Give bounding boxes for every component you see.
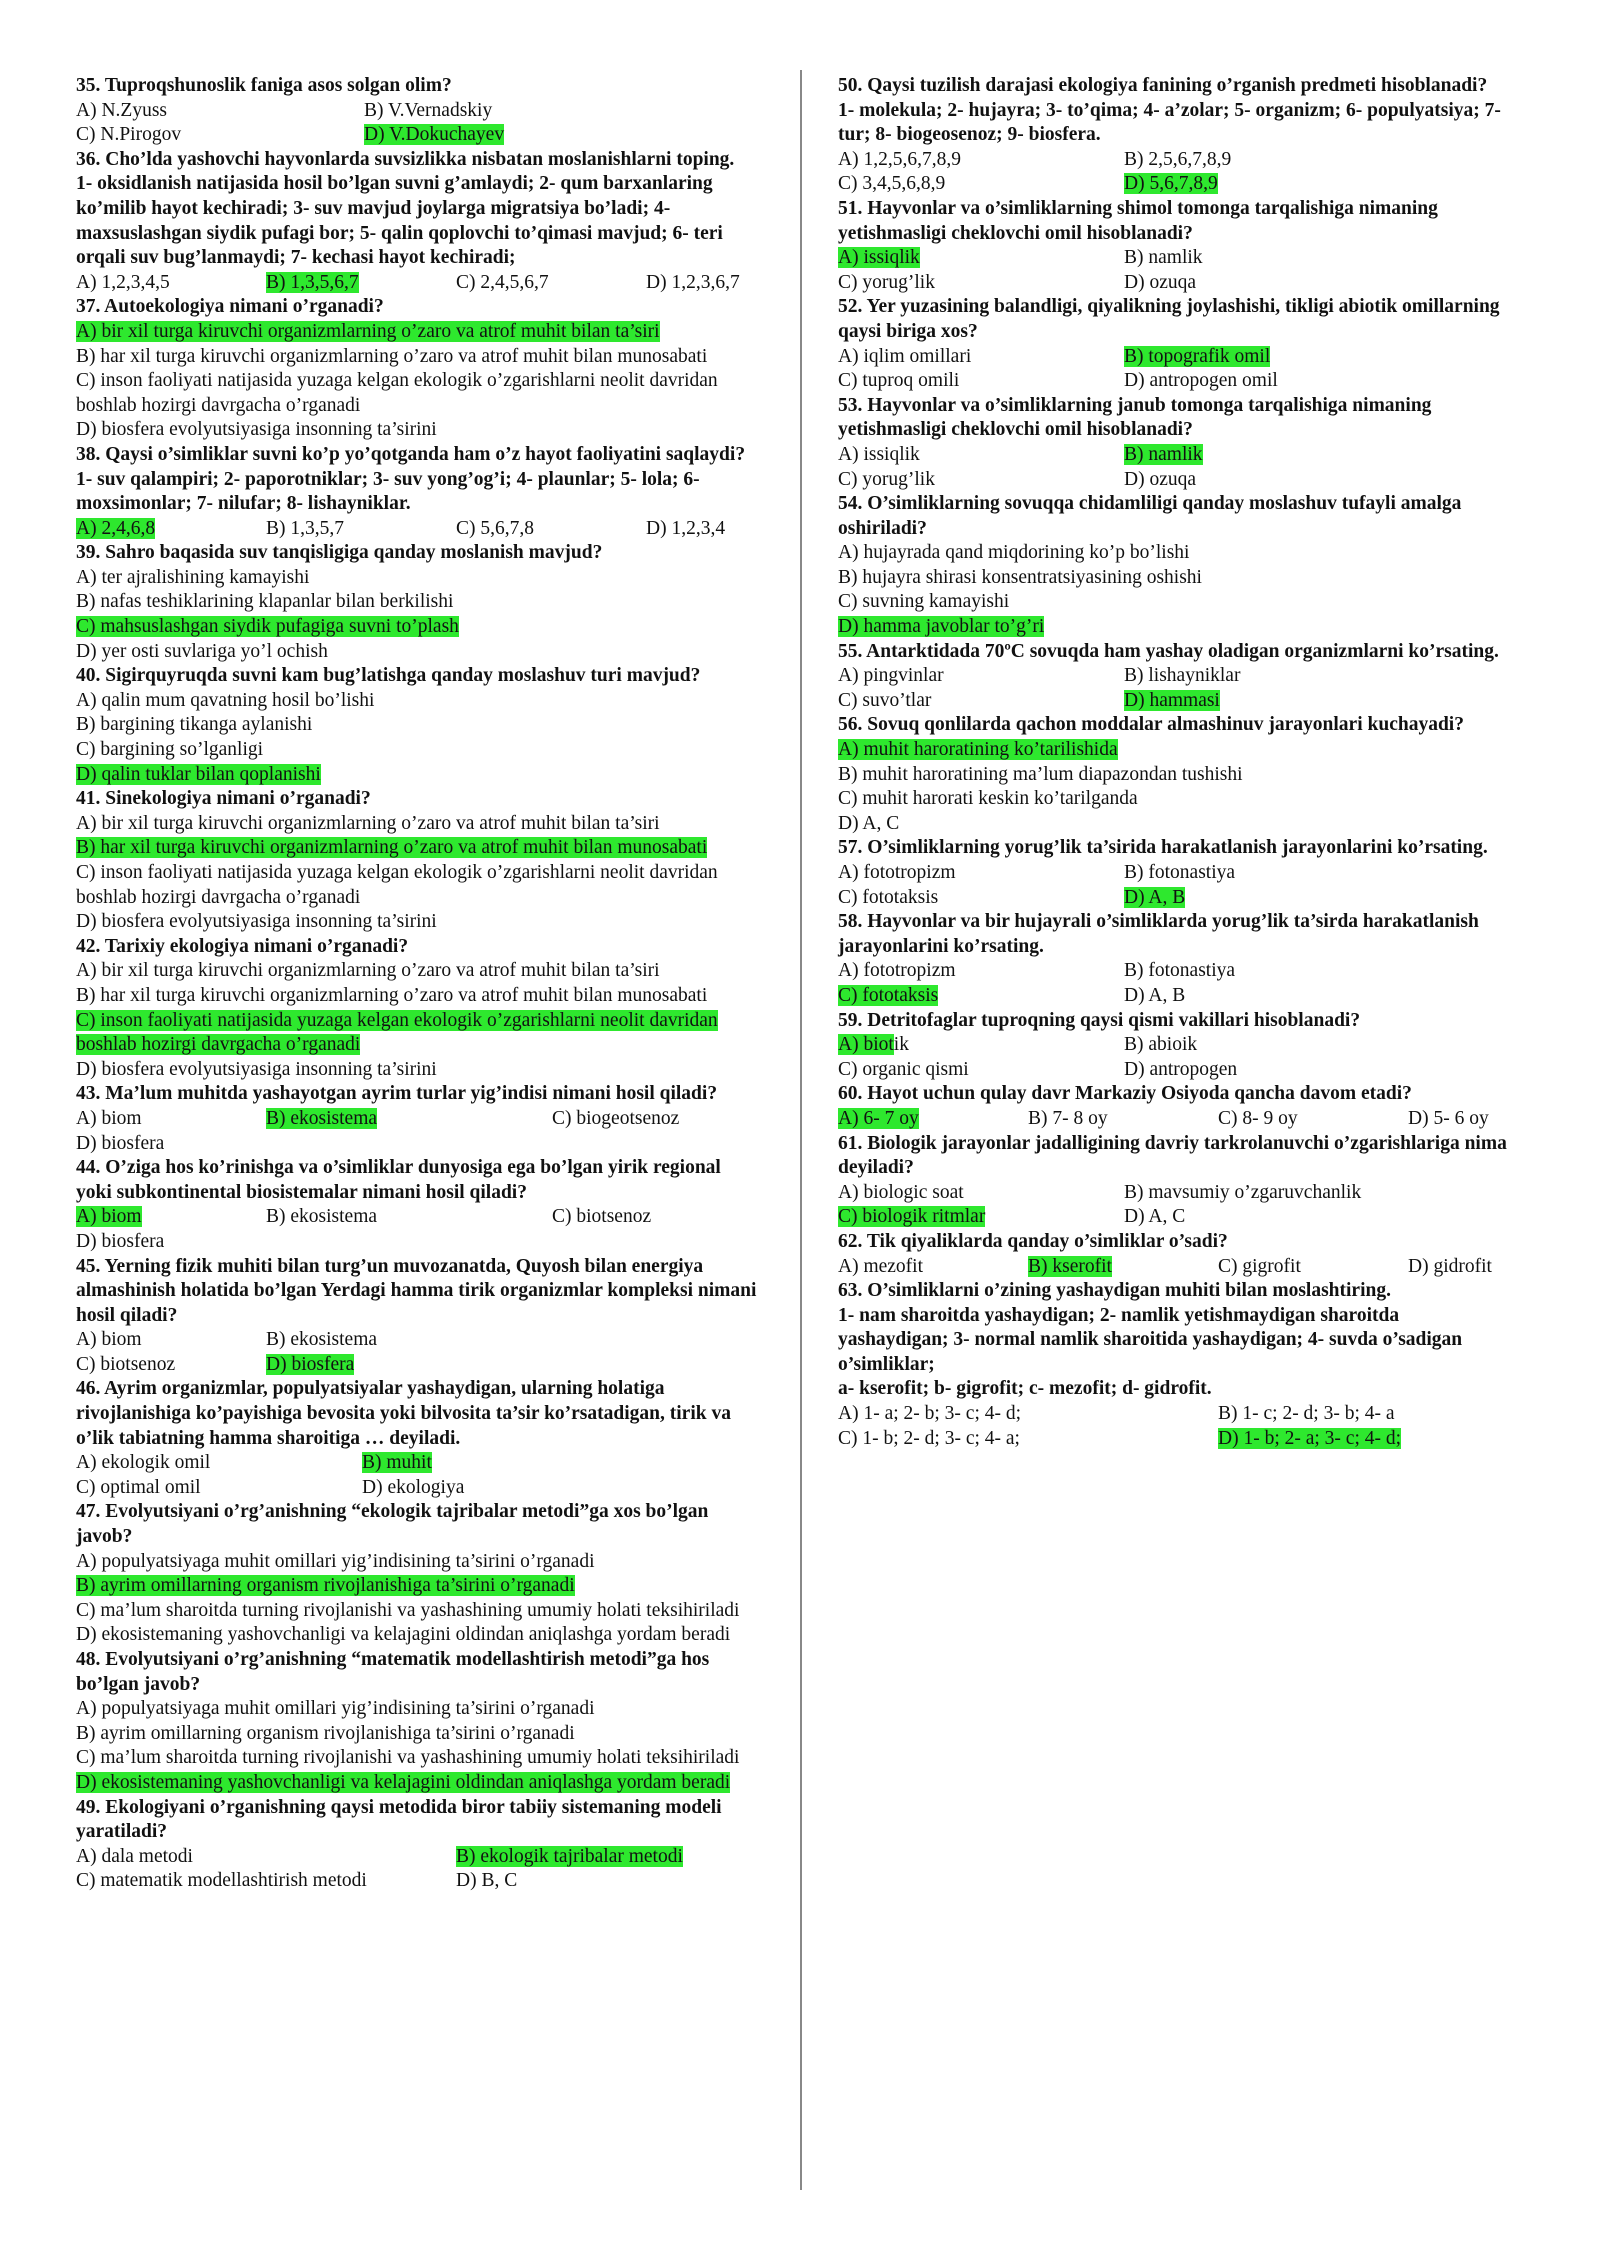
question-block [838, 197, 1508, 295]
correct-highlight: D) V.Dokuchayev [364, 124, 505, 146]
answer-row [76, 1107, 761, 1132]
answer-option[interactable]: C) inson faoliyati natijasida yuzaga kelgan ekologik o’zgarishlarni neolit davridan boshlab hozirgi davrgacha o’rganadi [76, 370, 718, 416]
answer-option[interactable]: A) 1- a; 2- b; 3- c; 4- d; [838, 1403, 1022, 1425]
answer-row [838, 1427, 1508, 1452]
answer-row [76, 836, 761, 861]
answer-option[interactable]: A) ekologik omil [76, 1452, 211, 1474]
question-block [76, 1377, 761, 1500]
question-block [76, 1156, 761, 1254]
answer-row [76, 590, 761, 615]
answer-option-correct[interactable] [1124, 886, 1185, 911]
answer-row [76, 1009, 761, 1058]
correct-highlight: D) qalin tuklar bilan qoplanishi [76, 763, 321, 785]
answer-option[interactable]: C) 2,4,5,6,7 [456, 271, 549, 293]
question-text: 60. Hayot uchun qulay davr Markaziy Osiyoda qancha davom etadi? [838, 1083, 1412, 1105]
answer-option[interactable]: B) 2,5,6,7,8,9 [1124, 148, 1232, 170]
answer-option[interactable]: B) nafas teshiklarining klapanlar bilan berkilishi [76, 591, 454, 613]
correct-highlight: A) 2,4,6,8 [76, 517, 156, 539]
answer-option[interactable]: A) biom [76, 1107, 142, 1129]
answer-row [838, 443, 1508, 468]
correct-highlight: D) A, B [1124, 886, 1186, 908]
answer-option[interactable]: A) hujayrada qand miqdorining ko’p bo’lishi [838, 542, 1190, 564]
answer-option[interactable]: D) 1,2,3,6,7 [646, 271, 740, 293]
question-statements: 1- nam sharoitda yashaydigan; 2- namlik yetishmaydigan sharoitda yashaydigan; 3- normal namlik sharoitida yashaydigan; 4- suvda o’sadigan o’simliklar; [838, 1304, 1463, 1375]
answer-row [76, 1451, 761, 1476]
answer-option[interactable]: C) gigrofit [1218, 1255, 1301, 1277]
question-block [838, 74, 1508, 197]
answer-option-correct[interactable] [362, 1451, 432, 1476]
correct-highlight: B) namlik [1124, 443, 1203, 465]
question-block [838, 836, 1508, 910]
answer-option[interactable]: C) suvning kamayishi [838, 591, 1010, 613]
answer-option[interactable]: B) fotonastiya [1124, 862, 1236, 883]
answer-option[interactable]: D) biosfera evolyutsiyasiga insonning ta’sirini [76, 911, 437, 933]
question-text: 38. Qaysi o’simliklar suvni ko’p yo’qotganda ham o’z hayot faoliyatini saqlaydi? [76, 443, 746, 465]
answer-option[interactable]: A) mezofit [838, 1255, 924, 1277]
question-text: 55. Antarktidada 70ºC sovuqda ham yashay oladigan organizmlarni ko’rsating. [838, 640, 1499, 662]
answer-option-correct[interactable] [76, 517, 266, 542]
answer-row [838, 886, 1508, 911]
answer-option[interactable]: B) fotonastiya [1124, 960, 1236, 982]
answer-option[interactable]: A) 1,2,5,6,7,8,9 [838, 148, 961, 170]
answer-row [838, 541, 1508, 566]
answer-row [838, 1402, 1508, 1427]
answer-option[interactable]: B) 1- c; 2- d; 3- b; 4- a [1218, 1403, 1395, 1425]
answer-option[interactable]: C) tuproq omili [838, 370, 960, 392]
answer-row [838, 615, 1508, 640]
answer-row [838, 664, 1508, 689]
correct-highlight: A) muhit haroratining ko’tarilishida [838, 739, 1118, 761]
correct-highlight: A) 6- 7 oy [838, 1107, 919, 1129]
answer-option-correct[interactable] [1124, 443, 1203, 468]
answer-row [76, 1550, 761, 1575]
answer-row [76, 320, 761, 345]
answer-option[interactable]: A) fototropizm [838, 960, 956, 982]
question-statements: a- kserofit; b- gigrofit; c- mezofit; d- gidrofit. [838, 1378, 1212, 1400]
correct-highlight: D) 1- b; 2- a; 3- c; 4- d; [1218, 1427, 1402, 1449]
answer-option[interactable]: C) ma’lum sharoitda turning rivojlanishi va yashashining umumiy holati teksihiriladi [76, 1599, 740, 1621]
answer-option[interactable]: A) populyatsiyaga muhit omillari yig’indisining ta’sirini o’rganadi [76, 1550, 595, 1572]
answer-option[interactable]: A) populyatsiyaga muhit omillari yig’indisining ta’sirini o’rganadi [76, 1698, 595, 1720]
answer-row [76, 812, 761, 837]
question-text: 46. Ayrim organizmlar, populyatsiyalar yashaydigan, ularning holatiga rivojlanishiga ko’payishiga bevosita yoki bilvosita ta’sir ko’rsatadigan, tirik va o’lik tabiatning hamma sharoitiga … deyiladi. [76, 1378, 731, 1449]
correct-highlight: C) inson faoliyati natijasida yuzaga kelgan ekologik o’zgarishlarni neolit davridan boshlab hozirgi davrgacha o’rganadi [76, 1009, 718, 1056]
answer-option-correct[interactable] [76, 1009, 761, 1058]
answer-row [838, 738, 1508, 763]
answer-option[interactable]: C) N.Pirogov [76, 124, 182, 146]
correct-highlight: B) topografik omil [1124, 345, 1271, 367]
answer-row [76, 1771, 761, 1796]
answer-option[interactable]: B) ekosistema [266, 1206, 378, 1228]
answer-option[interactable]: A) 1,2,3,4,5 [76, 271, 170, 293]
answer-row [838, 468, 1508, 493]
answer-option-correct[interactable] [364, 123, 504, 148]
answer-row [76, 345, 761, 370]
answer-option[interactable]: A) N.Zyuss [76, 99, 167, 121]
answer-option[interactable]: B) 1,3,5,7 [266, 517, 344, 539]
question-block [76, 1082, 761, 1156]
answer-option[interactable]: B) ayrim omillarning organism rivojlanishiga ta’sirini o’rganadi [76, 1722, 575, 1744]
question-block [838, 713, 1508, 836]
question-block [76, 664, 761, 787]
answer-row [76, 713, 761, 738]
answer-option[interactable]: D) biosfera evolyutsiyasiga insonning ta’sirini [76, 419, 437, 441]
correct-highlight: A) bir xil turga kiruvchi organizmlarning o’zaro va atrof muhit bilan ta’siri [76, 320, 660, 342]
correct-highlight: C) biologik ritmlar [838, 1206, 986, 1228]
question-text: 43. Ma’lum muhitda yashayotgan ayrim turlar yig’indisi nimani hosil qiladi? [76, 1083, 718, 1105]
answer-row [76, 689, 761, 714]
question-block [838, 1279, 1508, 1451]
question-text: 54. O’simliklarning sovuqqa chidamliligi qanday moslashuv tufayli amalga oshiriladi? [838, 493, 1462, 539]
question-text: 50. Qaysi tuzilish darajasi ekologiya fanining o’rganish predmeti hisoblanadi? [838, 75, 1488, 96]
question-text: 45. Yerning fizik muhiti bilan turg’un muvozanatda, Quyosh bilan energiya almashinish holatida bo’lgan Yerdagi hamma tirik organizmlar kompleksi nimani hosil qiladi? [76, 1255, 757, 1326]
answer-row [838, 590, 1508, 615]
question-block [76, 1500, 761, 1648]
answer-option-correct[interactable] [266, 1353, 354, 1378]
answer-row [838, 861, 1508, 886]
answer-option[interactable]: D) gidrofit [1408, 1255, 1492, 1277]
answer-row [838, 787, 1508, 812]
question-text: 57. O’simliklarning yorug’lik ta’sirida harakatlanish jarayonlarini ko’rsating. [838, 837, 1488, 859]
correct-highlight: B) ekosistema [266, 1107, 378, 1129]
right-column [838, 74, 1508, 1451]
answer-option-correct[interactable] [76, 320, 761, 345]
answer-option[interactable]: C) suvo’tlar [838, 689, 932, 711]
answer-option[interactable]: B) muhit haroratining ma’lum diapazondan tushishi [838, 763, 1243, 785]
question-block [76, 148, 761, 296]
answer-row [76, 1722, 761, 1747]
correct-highlight: B) kserofit [1028, 1255, 1112, 1277]
answer-option[interactable]: B) bargining tikanga aylanishi [76, 714, 313, 736]
answer-row [838, 1033, 1508, 1058]
question-text: 51. Hayvonlar va o’simliklarning shimol tomonga tarqalishiga nimaning yetishmasligi cheklovchi omil hisoblanadi? [838, 197, 1438, 244]
column-divider [800, 70, 802, 2190]
question-block [838, 492, 1508, 640]
answer-option[interactable]: D) ekologiya [362, 1476, 465, 1498]
answer-option[interactable]: A) bir xil turga kiruvchi organizmlarning o’zaro va atrof muhit bilan ta’siri [76, 812, 660, 834]
answer-option[interactable]: C) biotsenoz [76, 1353, 176, 1375]
answer-option-correct[interactable] [838, 738, 1118, 763]
correct-highlight: D) biosfera [266, 1353, 355, 1375]
answer-option[interactable]: B) har xil turga kiruvchi organizmlarning o’zaro va atrof muhit bilan munosabati [76, 984, 708, 1006]
question-text: 37. Autoekologiya nimani o’rganadi? [76, 296, 384, 318]
answer-row [76, 1746, 761, 1771]
question-text: 58. Hayvonlar va bir hujayrali o’simliklarda yorug’lik ta’sirda harakatlanish jarayonlarini ko’rsating. [838, 911, 1479, 957]
answer-option[interactable]: A) iqlim omillari [838, 345, 972, 367]
answer-option-correct[interactable] [838, 1205, 1124, 1230]
answer-row [76, 1599, 761, 1624]
answer-row [838, 1058, 1508, 1083]
correct-highlight: B) 1,3,5,6,7 [266, 271, 359, 293]
answer-row [76, 1697, 761, 1722]
answer-row [76, 123, 761, 148]
answer-option[interactable]: B) lishayniklar [1124, 665, 1241, 687]
question-block [76, 787, 761, 935]
correct-highlight: D) 5,6,7,8,9 [1124, 173, 1218, 195]
answer-option[interactable]: C) 1- b; 2- d; 3- c; 4- a; [838, 1427, 1020, 1449]
question-text: 63. O’simliklarni o’zining yashaydigan muhiti bilan moslashtiring. [838, 1280, 1391, 1302]
answer-option-correct[interactable] [76, 763, 321, 788]
answer-row [838, 959, 1508, 984]
answer-row [76, 369, 761, 418]
answer-option[interactable]: A) fototropizm [838, 862, 956, 883]
answer-row [838, 1255, 1508, 1280]
question-text: 36. Cho’lda yashovchi hayvonlarda suvsizlikka nisbatan moslanishlarni toping. [76, 148, 735, 170]
answer-row [76, 738, 761, 763]
answer-option[interactable]: C) muhit harorati keskin ko’tarilganda [838, 788, 1138, 810]
answer-option-correct[interactable] [1124, 345, 1270, 370]
answer-row [76, 1353, 761, 1378]
answer-option[interactable]: C) biotsenoz [552, 1206, 652, 1228]
answer-row [838, 1107, 1508, 1132]
answer-option-correct[interactable] [838, 1033, 1124, 1058]
answer-option[interactable]: A) dala metodi [76, 1845, 193, 1867]
answer-row [76, 566, 761, 591]
question-text: 62. Tik qiyaliklarda qanday o’simliklar o’sadi? [838, 1230, 1228, 1252]
answer-row [76, 640, 761, 665]
answer-row [838, 566, 1508, 591]
answer-row [838, 763, 1508, 788]
answer-row [838, 689, 1508, 714]
answer-option-correct[interactable] [456, 1845, 683, 1870]
answer-option[interactable]: A) pingvinlar [838, 665, 944, 687]
answer-option[interactable]: A) issiqlik [838, 443, 920, 465]
answer-option[interactable]: D) antropogen [1124, 1058, 1238, 1080]
answer-row [76, 1845, 761, 1870]
answer-option[interactable]: D) 5- 6 oy [1408, 1107, 1489, 1129]
question-text: 52. Yer yuzasining balandligi, qiyalikning joylashishi, tikligi abiotik omillarning qaysi biriga xos? [838, 296, 1500, 342]
answer-row [838, 172, 1508, 197]
question-block [838, 394, 1508, 492]
answer-row [76, 1623, 761, 1648]
answer-row [76, 959, 761, 984]
answer-option-correct[interactable] [266, 1107, 552, 1132]
correct-highlight: B) ayrim omillarning organism rivojlanishiga ta’sirini o’rganadi [76, 1575, 575, 1597]
correct-highlight: A) biot [838, 1034, 894, 1056]
question-statements: 1- oksidlanish natijasida hosil bo’lgan suvni g’amlaydi; 2- qum barxanlaring ko’milib hayot kechiradi; 3- suv mavjud joylarga migratsiya bo’ladi; 4- maxsuslashgan siydik pufagi bor; 5- qalin qoplovchi to’qimasi mavjud; 6- teri orqali suv bug’lanmaydi; 7- kechasi hayot kechiradi; [76, 173, 723, 269]
answer-option[interactable]: C) ma’lum sharoitda turning rivojlanishi va yashashining umumiy holati teksihiriladi [76, 1747, 740, 1769]
question-text: 49. Ekologiyani o’rganishning qaysi metodida biror tabiiy sistemaning modeli yaratiladi? [76, 1796, 722, 1843]
answer-row [76, 1230, 761, 1255]
question-block [838, 295, 1508, 393]
answer-option[interactable]: C) matematik modellashtirish metodi [76, 1870, 367, 1892]
question-block [76, 74, 761, 148]
question-block [76, 1648, 761, 1796]
answer-row [76, 1869, 761, 1894]
answer-option[interactable]: B) ekosistema [266, 1329, 378, 1351]
answer-row [838, 369, 1508, 394]
answer-row [76, 1328, 761, 1353]
question-block [838, 1082, 1508, 1131]
answer-row [76, 1058, 761, 1083]
correct-highlight: D) hammasi [1124, 689, 1220, 711]
question-text: 48. Evolyutsiyani o’rg’anishning “matematik modellashtirish metodi”ga hos bo’lgan javob? [76, 1649, 710, 1695]
answer-option[interactable]: D) ozuqa [1124, 468, 1197, 490]
question-text: 59. Detritofaglar tuproqning qaysi qismi vakillari hisoblanadi? [838, 1009, 1361, 1031]
answer-option-correct[interactable] [266, 271, 456, 296]
answer-option[interactable]: B) har xil turga kiruvchi organizmlarning o’zaro va atrof muhit bilan munosabati [76, 345, 708, 367]
question-statements: 1- suv qalampiri; 2- paporotniklar; 3- suv yong’og’i; 4- plaunlar; 5- lola; 6- moxsimonlar; 7- nilufar; 8- lishayniklar. [76, 468, 700, 515]
answer-option[interactable]: A) qalin mum qavatning hosil bo’lishi [76, 689, 375, 711]
answer-option[interactable]: D) yer osti suvlariga yo’l ochish [76, 640, 328, 662]
answer-row [76, 271, 761, 296]
correct-highlight: C) mahsuslashgan siydik pufagiga suvni to’plash [76, 616, 459, 638]
answer-option[interactable]: A) ter ajralishining kamayishi [76, 566, 310, 588]
question-block [76, 443, 761, 541]
answer-option[interactable]: C) optimal omil [76, 1476, 201, 1498]
answer-row [838, 1205, 1508, 1230]
question-text: 39. Sahro baqasida suv tanqisligiga qanday moslanish mavjud? [76, 542, 603, 564]
answer-option-correct[interactable] [838, 246, 1124, 271]
correct-highlight: B) muhit [362, 1452, 432, 1474]
answer-option[interactable]: C) inson faoliyati natijasida yuzaga kelgan ekologik o’zgarishlarni neolit davridan boshlab hozirgi davrgacha o’rganadi [76, 862, 718, 908]
answer-option[interactable]: D) ozuqa [1124, 271, 1197, 293]
correct-highlight: D) ekosistemaning yashovchanligi va kelajagini oldindan aniqlashga yordam beradi [76, 1771, 731, 1793]
correct-highlight: D) hamma javoblar to’g’ri [838, 616, 1045, 638]
answer-option[interactable]: C) 5,6,7,8 [456, 517, 534, 539]
answer-option[interactable]: D) B, C [456, 1870, 518, 1892]
answer-option[interactable]: D) A, C [838, 812, 900, 834]
answer-option[interactable]: C) fototaksis [838, 886, 939, 908]
question-block [76, 1255, 761, 1378]
answer-option-correct[interactable] [76, 1205, 266, 1230]
answer-option[interactable]: C) organic qismi [838, 1058, 969, 1080]
correct-highlight: B) har xil turga kiruvchi organizmlarning o’zaro va atrof muhit bilan munosabati [76, 837, 708, 859]
question-block [838, 640, 1508, 714]
answer-row [76, 1574, 761, 1599]
answer-option[interactable]: D) biosfera [76, 1230, 165, 1252]
question-block [838, 910, 1508, 1008]
answer-row [838, 246, 1508, 271]
answer-option-correct[interactable] [1028, 1255, 1218, 1280]
answer-option[interactable]: C) bargining so’lganligi [76, 739, 264, 761]
question-text: 40. Sigirquyruqda suvni kam bug’latishga qanday moslashuv turi mavjud? [76, 665, 701, 687]
question-text: 53. Hayvonlar va o’simliklarning janub tomonga tarqalishiga nimaning yetishmasligi cheklovchi omil hisoblanadi? [838, 394, 1432, 441]
answer-row [838, 148, 1508, 173]
answer-option[interactable]: D) biosfera evolyutsiyasiga insonning ta’sirini [76, 1058, 437, 1080]
answer-row [76, 615, 761, 640]
correct-highlight: B) ekologik tajribalar metodi [456, 1845, 683, 1867]
answer-option[interactable]: A) bir xil turga kiruvchi organizmlarning o’zaro va atrof muhit bilan ta’siri [76, 960, 660, 982]
answer-option[interactable]: B) 7- 8 oy [1028, 1107, 1108, 1129]
answer-row [76, 99, 761, 124]
question-text: 47. Evolyutsiyani o’rg’anishning “ekologik tajribalar metodi”ga xos bo’lgan javob? [76, 1501, 709, 1548]
correct-highlight: A) issiqlik [838, 247, 920, 269]
answer-row [838, 345, 1508, 370]
answer-row [838, 812, 1508, 837]
answer-option[interactable]: A) biom [76, 1329, 142, 1351]
correct-highlight: C) fototaksis [838, 984, 939, 1006]
answer-rest: ik [893, 1034, 909, 1056]
question-text: 41. Sinekologiya nimani o’rganadi? [76, 788, 371, 810]
answer-row [838, 984, 1508, 1009]
answer-option[interactable]: D) 1,2,3,4 [646, 517, 726, 539]
answer-row [76, 861, 761, 910]
answer-row [76, 910, 761, 935]
question-block [838, 1230, 1508, 1279]
question-block [76, 295, 761, 443]
answer-option-correct[interactable] [76, 615, 459, 640]
question-block [838, 1132, 1508, 1230]
correct-highlight: A) biom [76, 1206, 142, 1228]
question-text: 56. Sovuq qonlilarda qachon moddalar almashinuv jarayonlari kuchayadi? [838, 714, 1464, 736]
question-block [76, 935, 761, 1083]
question-text: 44. O’ziga hos ko’rinishga va o’simliklar dunyosiga ega bo’lgan yirik regional yoki subkontinental biosistemalar nimani hosil qiladi? [76, 1157, 721, 1203]
answer-option[interactable]: C) biogeotsenoz [552, 1107, 680, 1129]
answer-option[interactable]: B) hujayra shirasi konsentratsiyasining oshishi [838, 566, 1202, 588]
answer-option-correct[interactable] [838, 1107, 1028, 1132]
answer-option[interactable]: B) namlik [1124, 247, 1203, 269]
answer-option[interactable]: D) A, B [1124, 984, 1186, 1006]
answer-option[interactable]: C) yorug’lik [838, 468, 935, 490]
answer-option-correct[interactable] [1124, 172, 1218, 197]
answer-option-correct[interactable] [76, 1574, 575, 1599]
answer-option[interactable]: B) abioik [1124, 1034, 1198, 1056]
answer-option[interactable]: B) V.Vernadskiy [364, 99, 493, 121]
answer-option[interactable]: D) A, C [1124, 1206, 1186, 1228]
answer-row [76, 1476, 761, 1501]
question-statements: 1- molekula; 2- hujayra; 3- to’qima; 4- a’zolar; 5- organizm; 6- populyatsiya; 7- tur; 8- biogeosenoz; 9- biosfera. [838, 99, 1501, 146]
answer-option[interactable]: D) ekosistemaning yashovchanligi va kelajagini oldindan aniqlashga yordam beradi [76, 1624, 731, 1646]
answer-row [76, 418, 761, 443]
answer-option[interactable]: C) 8- 9 oy [1218, 1107, 1298, 1129]
answer-row [838, 271, 1508, 296]
answer-row [76, 1132, 761, 1157]
question-text: 42. Tarixiy ekologiya nimani o’rganadi? [76, 935, 409, 957]
answer-row [76, 984, 761, 1009]
answer-option[interactable]: B) mavsumiy o’zgaruvchanlik [1124, 1181, 1362, 1203]
answer-option[interactable]: C) yorug’lik [838, 271, 935, 293]
answer-option-correct[interactable] [1218, 1427, 1401, 1452]
question-block [76, 1796, 761, 1894]
question-block [838, 1009, 1508, 1083]
answer-option[interactable]: C) 3,4,5,6,8,9 [838, 173, 946, 195]
answer-option[interactable]: D) biosfera [76, 1132, 165, 1154]
answer-row [76, 517, 761, 542]
answer-option-correct[interactable] [76, 836, 761, 861]
answer-option-correct[interactable] [838, 615, 1044, 640]
left-column [76, 74, 761, 1894]
question-text: 35. Tuproqshunoslik faniga asos solgan olim? [76, 75, 452, 96]
answer-row [838, 1181, 1508, 1206]
question-text: 61. Biologik jarayonlar jadalligining davriy tarkrolanuvchi o’zgarishlariga nima deyiladi? [838, 1132, 1507, 1179]
answer-option[interactable]: D) antropogen omil [1124, 370, 1278, 392]
answer-option-correct[interactable] [76, 1771, 761, 1796]
answer-row [76, 763, 761, 788]
answer-option-correct[interactable] [838, 984, 1124, 1009]
answer-row [76, 1205, 761, 1230]
question-block [76, 541, 761, 664]
answer-option-correct[interactable] [1124, 689, 1220, 714]
answer-option[interactable]: A) biologic soat [838, 1181, 964, 1203]
